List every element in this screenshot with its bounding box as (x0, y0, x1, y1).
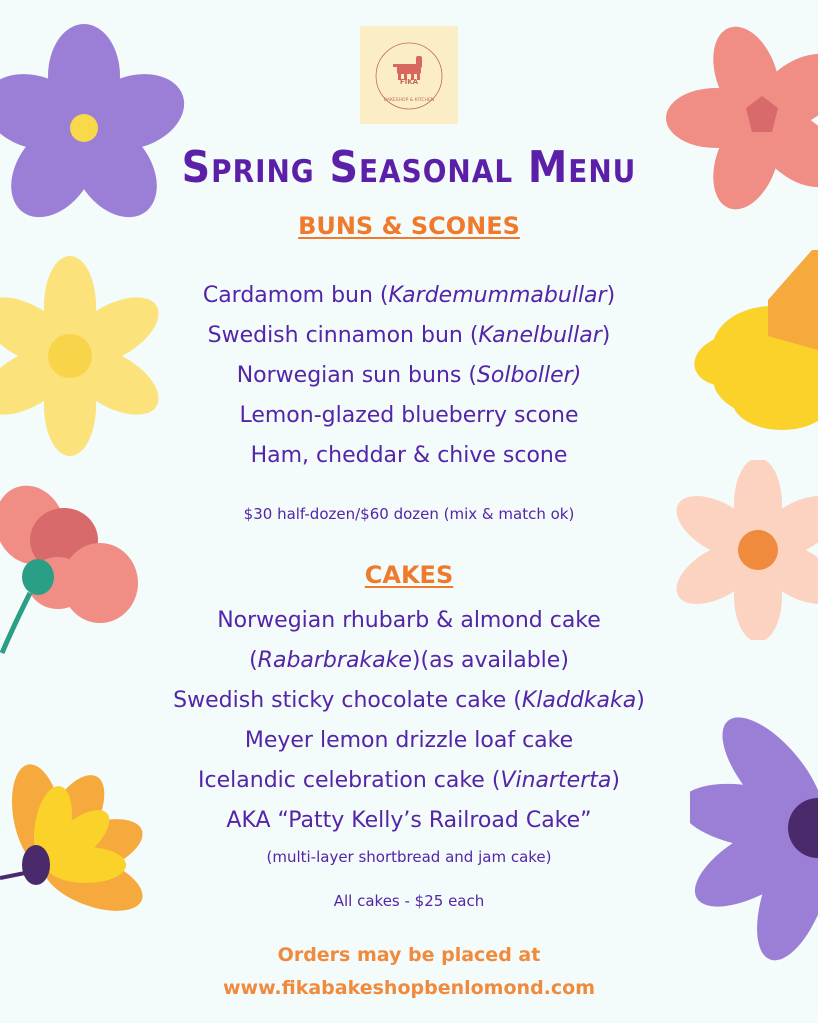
bun-item (0, 403, 818, 428)
cake-item-text: ( (249, 648, 258, 673)
cake-item (0, 728, 818, 753)
bun-item (0, 283, 818, 308)
cake-item-text: Icelandic celebration cake ( (198, 768, 501, 793)
bun-item-text: Ham, cheddar & chive scone (250, 443, 568, 468)
cake-item-after: ) (636, 688, 645, 713)
cake-item-after: ) (611, 768, 620, 793)
cake-item-italic: Vinarterta (500, 768, 612, 793)
cake-item-text: Norwegian rhubarb & almond cake (217, 608, 601, 633)
fika-logo (360, 26, 458, 124)
cake-item (0, 768, 818, 793)
cake-item (0, 648, 818, 673)
bun-item (0, 363, 818, 388)
bun-item-italic: Solboller) (476, 363, 582, 388)
page-title: Spring Seasonal Menu (181, 142, 637, 193)
bun-item (0, 443, 818, 468)
buns-price: $30 half-dozen/$60 dozen (mix & match ok) (243, 505, 575, 523)
bun-item-text: Norwegian sun buns ( (236, 363, 477, 388)
bun-item (0, 323, 818, 348)
cakes-heading: CAKES (364, 561, 454, 589)
buns-heading: BUNS & SCONES (298, 212, 520, 240)
bun-item-after: ) (606, 283, 616, 308)
cake-item (0, 688, 818, 713)
cake-item-text: Meyer lemon drizzle loaf cake (244, 728, 574, 753)
cakes-subnote: (multi-layer shortbread and jam cake) (266, 848, 552, 866)
bun-item-after: ) (601, 323, 611, 348)
logo-badge-icon (360, 26, 458, 124)
logo-name: FIKA (399, 78, 419, 86)
cake-item-after: )(as available) (411, 648, 569, 673)
bun-item-italic: Kardemummabullar (388, 283, 607, 308)
bun-item-text: Swedish cinnamon bun ( (207, 323, 479, 348)
cake-item-italic: Kladdkaka (521, 688, 637, 713)
cake-item-text: AKA “Patty Kelly’s Railroad Cake” (226, 808, 592, 833)
cake-item (0, 608, 818, 633)
bun-item-text: Cardamom bun ( (202, 283, 389, 308)
bun-item-italic: Kanelbullar (478, 323, 602, 348)
bun-item-text: Lemon-glazed blueberry scone (239, 403, 579, 428)
order-text: Orders may be placed at (277, 944, 541, 966)
cake-item (0, 808, 818, 833)
logo-tagline: BAKESHOP & KITCHEN (383, 98, 435, 103)
cakes-price: All cakes - $25 each (333, 892, 485, 910)
yellow-flower-left-icon (0, 250, 170, 460)
cake-item-italic: Rabarbrakake (257, 648, 412, 673)
cake-item-text: Swedish sticky chocolate cake ( (173, 688, 522, 713)
order-website-link[interactable]: www.fikabakeshopbenlomond.com (222, 977, 595, 999)
